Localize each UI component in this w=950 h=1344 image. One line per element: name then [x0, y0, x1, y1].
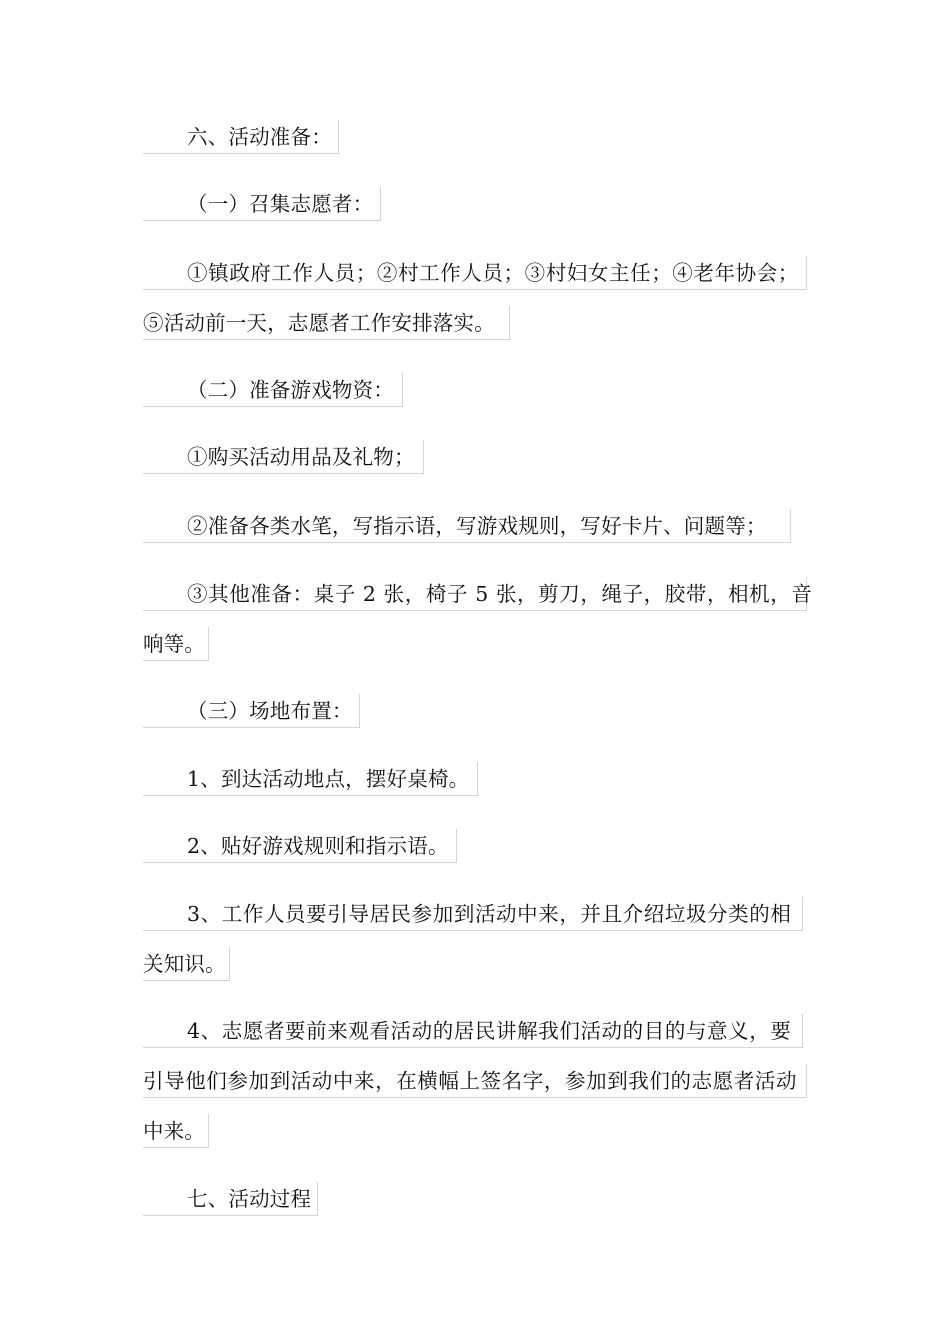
list-item-other-prep-line-1: ③其他准备：桌子 2 张，椅子 5 张，剪刀，绳子，胶带，相机，音 [143, 577, 807, 611]
list-item-prepare-pens: ②准备各类水笔，写指示语，写游戏规则，写好卡片、问题等； [143, 509, 791, 543]
list-item-volunteers-explain-line-2: 引导他们参加到活动中来，在横幅上签名字，参加到我们的志愿者活动 [143, 1064, 807, 1098]
list-item-staff-guide-line-2: 关知识。 [143, 947, 230, 981]
list-item-buy-supplies: ①购买活动用品及礼物； [143, 440, 424, 474]
list-item-arrive-setup: 1、到达活动地点，摆好桌椅。 [143, 762, 478, 796]
paragraph-volunteers-line-2: ⑤活动前一天，志愿者工作安排落实。 [143, 306, 510, 340]
section-heading-seven: 七、活动过程 [143, 1182, 318, 1216]
list-item-other-prep-line-2: 响等。 [143, 627, 209, 661]
list-item-volunteers-explain-line-1: 4、志愿者要前来观看活动的居民讲解我们活动的目的与意义，要 [143, 1014, 803, 1048]
subheading-venue-setup: （三）场地布置： [143, 694, 360, 728]
list-item-staff-guide-line-1: 3、工作人员要引导居民参加到活动中来，并且介绍垃圾分类的相 [143, 897, 803, 931]
subheading-recruit-volunteers: （一）召集志愿者： [143, 187, 381, 221]
section-heading-six: 六、活动准备： [143, 120, 339, 154]
paragraph-volunteers-line-1: ①镇政府工作人员；②村工作人员；③村妇女主任；④老年协会； [143, 256, 807, 290]
subheading-game-supplies: （二）准备游戏物资： [143, 373, 403, 407]
list-item-volunteers-explain-line-3: 中来。 [143, 1114, 209, 1148]
list-item-post-rules: 2、贴好游戏规则和指示语。 [143, 829, 457, 863]
